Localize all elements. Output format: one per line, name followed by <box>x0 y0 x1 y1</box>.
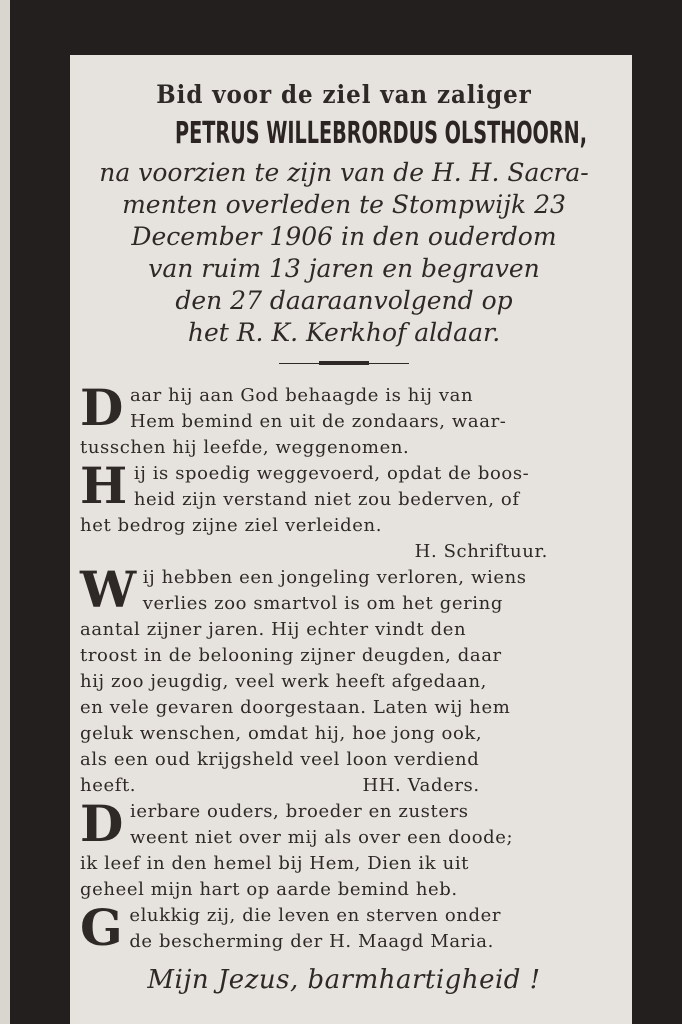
text-line: troost in de belooning zijner deugden, daar <box>80 645 502 666</box>
intro-line: na voorzien te zijn van de H. H. Sacra- <box>99 158 589 187</box>
text-fragment: heeft. <box>80 775 137 796</box>
text-line: ij hebben een jongeling verloren, wiens <box>142 567 527 588</box>
text-line: heid zijn verstand niet zou bederven, of <box>133 489 520 510</box>
memorial-card <box>70 55 632 1024</box>
paragraph-scripture-1 <box>80 378 608 461</box>
intro-line: menten overleden te Stompwijk 23 <box>122 190 566 219</box>
text-line: ierbare ouders, broeder en zusters <box>129 801 469 822</box>
intro-line: December 1906 in den ouderdom <box>131 222 557 251</box>
text-line: het bedrog zijne ziel verleiden. <box>80 515 383 536</box>
text-line: aantal zijner jaren. Hij echter vindt den <box>80 619 467 640</box>
text-line: ij is spoedig weggevoerd, opdat de boos- <box>133 463 530 484</box>
paragraph-parents <box>80 794 608 903</box>
text-line: tusschen hij leefde, weggenomen. <box>80 437 410 458</box>
drop-cap: G <box>80 898 124 957</box>
attribution-scripture: H. Schriftuur. <box>414 541 548 562</box>
text-line: aar hij aan God behaagde is hij van <box>129 385 474 406</box>
text-line: Hem bemind en uit de zondaars, waar- <box>129 411 507 432</box>
text-line: verlies zoo smartvol is om het gering <box>142 593 503 614</box>
text-line: geheel mijn hart op aarde bemind heb. <box>80 879 458 900</box>
drop-cap: H <box>80 456 128 515</box>
background-strip <box>0 0 10 1024</box>
text-line: geluk wenschen, omdat hij, hoe jong ook, <box>80 723 483 744</box>
paragraph-fathers <box>80 560 608 799</box>
text-line: hij zoo jeugdig, veel werk heeft afgedaan, <box>80 671 487 692</box>
attribution-fathers: HH. Vaders. <box>362 775 480 796</box>
closing-prayer: Mijn Jezus, barmhartigheid ! <box>147 965 541 995</box>
paragraph-blessed <box>80 898 608 957</box>
card-body <box>80 378 608 957</box>
intro-text <box>80 157 608 349</box>
deceased-name: PETRUS WILLEBRORDUS OLSTHOORN, <box>175 116 588 151</box>
card-heading: Bid voor de ziel van zaliger <box>156 80 532 109</box>
paragraph-scripture-2 <box>80 456 608 539</box>
ornament-divider <box>279 359 409 369</box>
drop-cap: D <box>80 794 124 853</box>
intro-line: den 27 daaraanvolgend op <box>175 286 513 315</box>
text-line: als een oud krijgsheld veel loon verdiend <box>80 749 480 770</box>
drop-cap: W <box>80 560 137 619</box>
text-line: de bescherming der H. Maagd Maria. <box>129 931 494 952</box>
intro-line: het R. K. Kerkhof aldaar. <box>187 318 501 347</box>
drop-cap: D <box>80 378 124 437</box>
last-line-with-attribution <box>80 773 608 799</box>
text-line: weent niet over mij als over een doode; <box>129 827 514 848</box>
text-line: en vele gevaren doorgestaan. Laten wij hem <box>80 697 511 718</box>
text-line: ik leef in den hemel bij Hem, Dien ik uit <box>80 853 470 874</box>
text-line: elukkig zij, die leven en sterven onder <box>129 905 502 926</box>
intro-line: van ruim 13 jaren en begraven <box>148 254 540 283</box>
